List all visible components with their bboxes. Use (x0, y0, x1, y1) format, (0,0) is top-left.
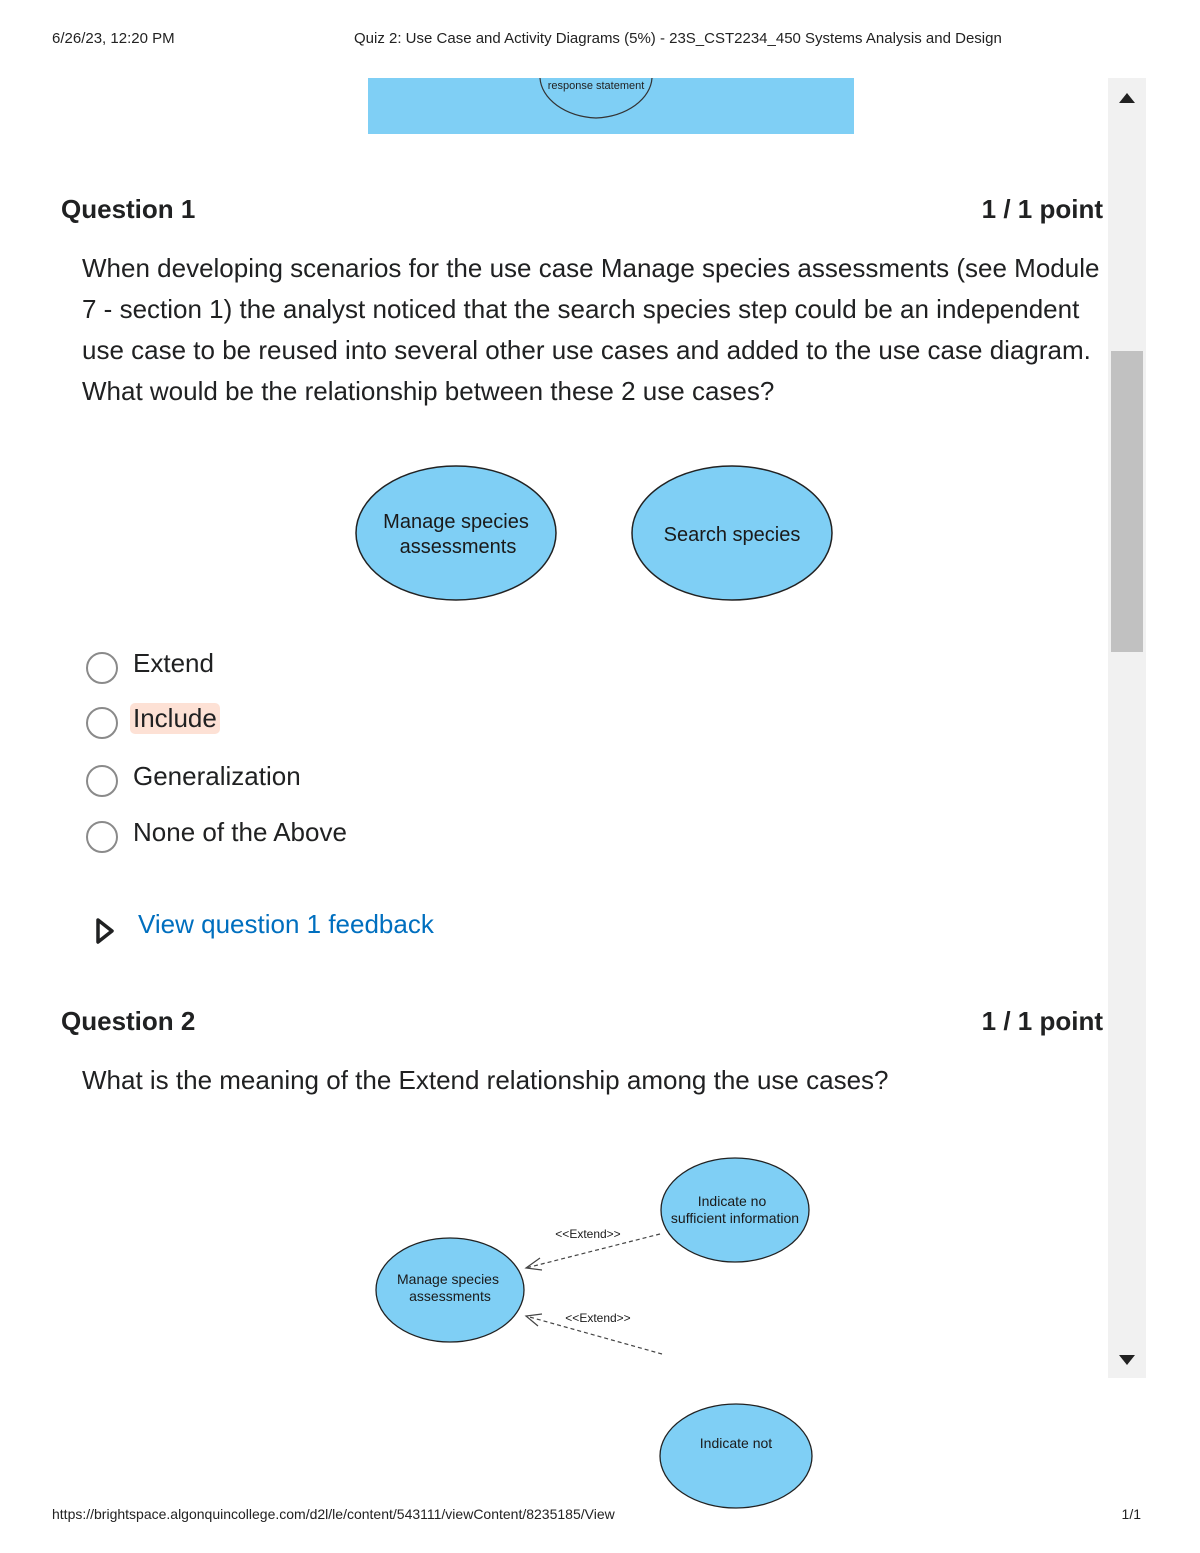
use-case-manage-species-line1: Manage species (383, 511, 529, 533)
use-case-manage-species (356, 466, 556, 600)
scroll-down-button[interactable] (1108, 1340, 1146, 1378)
scroll-up-button[interactable] (1108, 78, 1146, 116)
option-label: Generalization (133, 761, 301, 791)
option-label: Extend (133, 648, 214, 678)
partial-use-case-label: response statement (547, 80, 645, 92)
radio-button[interactable] (86, 821, 118, 853)
print-date: 6/26/23, 12:20 PM (52, 30, 175, 47)
radio-button[interactable] (86, 707, 118, 739)
extend-arrow-1-head (526, 1258, 542, 1270)
use-case-top-line1: Indicate no (697, 1193, 767, 1209)
radio-button[interactable] (86, 765, 118, 797)
scroll-thumb[interactable] (1111, 351, 1143, 652)
print-url: https://brightspace.algonquincollege.com/d2l/le/content/543111/viewContent/8235185/View (52, 1506, 615, 1522)
caret-down-icon[interactable] (1108, 1340, 1146, 1378)
question-2-title: Question 2 (61, 1006, 196, 1036)
quiz-viewport (52, 78, 1146, 1451)
use-case-indicate-not (660, 1404, 812, 1508)
radio-button[interactable] (86, 652, 118, 684)
caret-up-icon[interactable] (1108, 78, 1146, 116)
option-label-highlighted: Include (130, 703, 220, 734)
use-case-main-line1: Manage species (397, 1271, 499, 1287)
question-2-points: 1 / 1 point (981, 1006, 1103, 1036)
previous-diagram (368, 78, 854, 134)
previous-question-image (368, 78, 854, 134)
print-page-number: 1/1 (1121, 1506, 1141, 1522)
feedback-link[interactable]: View question 1 feedback (138, 909, 434, 939)
question-1-text: When developing scenarios for the use case Manage species assessments (see Module 7 - section 1) the analyst noticed that the search species step could be an independent use case to be reused into several other use cases and added to the use case diagram. What would be the relationship between these 2 use cases? (82, 253, 1100, 406)
extend-label-2: <<Extend>> (565, 1311, 631, 1325)
use-case-search-species-label: Search species (663, 524, 801, 546)
use-case-top-line2: sufficient information (670, 1210, 800, 1226)
question-2-diagram (370, 1154, 820, 1451)
question-1-title: Question 1 (61, 194, 196, 224)
use-case-bottom-line1: Indicate not (699, 1435, 773, 1451)
option-label: None of the Above (133, 817, 347, 847)
feedback-expand-icon[interactable] (94, 917, 116, 945)
print-header (52, 30, 1148, 50)
print-footer (52, 1506, 1148, 1526)
use-case-manage-species-line2: assessments (399, 536, 517, 558)
question-1-points: 1 / 1 point (981, 194, 1103, 224)
use-case-main-line2: assessments (409, 1288, 491, 1304)
vertical-scrollbar[interactable] (1108, 78, 1146, 1378)
extend-label-1: <<Extend>> (555, 1227, 621, 1241)
print-title: Quiz 2: Use Case and Activity Diagrams (5%) - 23S_CST2234_450 Systems Analysis and Design (354, 30, 1002, 47)
question-2-text: What is the meaning of the Extend relationship among the use cases? (82, 1065, 889, 1095)
question-1-diagram (352, 462, 842, 606)
